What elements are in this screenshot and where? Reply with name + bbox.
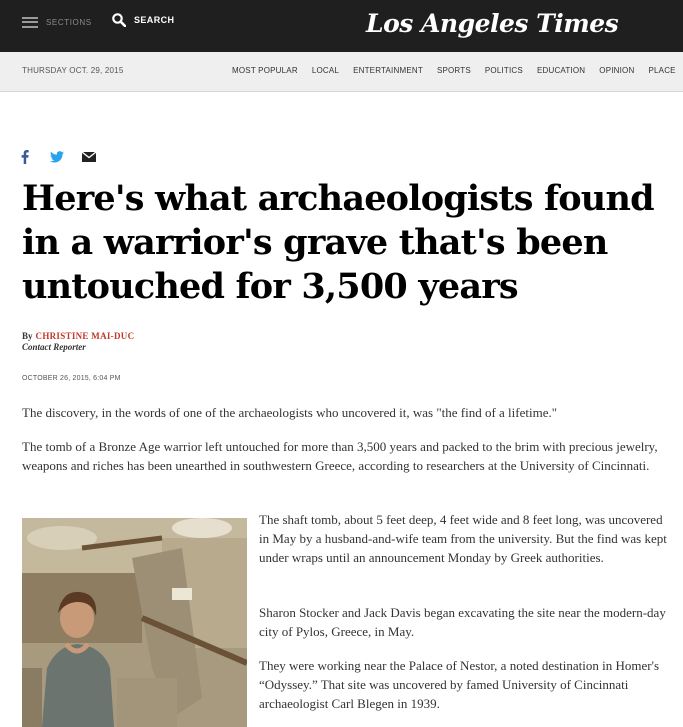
author-role: Contact Reporter: [22, 342, 86, 352]
article-paragraph: The tomb of a Bronze Age warrior left untouched for more than 3,500 years and packed to the brim with precious jewelry, weapons and riches has been unearthed in southwestern Greece, according to researchers at the University of Cincinnati.: [22, 439, 658, 473]
article-headline: Here's what archaeologists found in a warrior's grave that's been untouched for 3,500 years: [22, 178, 654, 307]
search-icon: [112, 13, 126, 27]
top-bar: [0, 0, 683, 52]
nav-link-most-popular[interactable]: MOST POPULAR: [232, 66, 298, 75]
article-paragraph: The shaft tomb, about 5 feet deep, 4 feet wide and 8 feet long, was uncovered in May by a husband-and-wife team from the university. But the find was kept under wraps until an announcement Monday by Greek authorities.: [259, 512, 667, 565]
byline-prefix: By: [22, 331, 33, 341]
sections-label: SECTIONS: [46, 17, 92, 27]
nav-link-sports[interactable]: SPORTS: [436, 66, 471, 75]
twitter-icon[interactable]: [50, 150, 64, 164]
nav-link-entertainment[interactable]: ENTERTAINMENT: [353, 66, 423, 75]
hamburger-icon: [22, 17, 38, 28]
author-link[interactable]: CHRISTINE MAI-DUC: [35, 331, 135, 341]
nav-link-opinion[interactable]: OPINION: [599, 66, 635, 75]
search-label: SEARCH: [134, 15, 175, 25]
share-bar: [18, 150, 96, 164]
nav-link-local[interactable]: LOCAL: [311, 66, 340, 75]
nav-link-place[interactable]: PLACE: [648, 66, 676, 75]
email-icon[interactable]: [82, 150, 96, 164]
facebook-icon[interactable]: [18, 150, 32, 164]
article-paragraph: Sharon Stocker and Jack Davis began excavating the site near the modern-day city of Pylos, Greece, in May.: [259, 605, 666, 639]
section-links: [232, 66, 683, 75]
nav-link-education[interactable]: EDUCATION: [536, 66, 586, 75]
byline: [22, 331, 134, 341]
search-button[interactable]: [112, 13, 174, 27]
sections-menu-button[interactable]: [22, 14, 92, 30]
article-photo[interactable]: [22, 518, 247, 727]
current-date: THURSDAY OCT. 29, 2015: [22, 66, 124, 75]
nav-link-politics[interactable]: POLITICS: [484, 66, 523, 75]
nav-bar: [0, 52, 683, 92]
article-paragraph: The discovery, in the words of one of the archaeologists who uncovered it, was "the find of a lifetime.": [22, 405, 558, 420]
article-paragraph: They were working near the Palace of Nestor, a noted destination in Homer's “Odyssey.” That site was uncovered by famed University of Cincinnati archaeologist Carl Blegen in 1939.: [259, 658, 659, 711]
site-logo[interactable]: Los Angeles Times: [366, 9, 619, 38]
article-timestamp: OCTOBER 26, 2015, 6:04 PM: [22, 375, 121, 382]
